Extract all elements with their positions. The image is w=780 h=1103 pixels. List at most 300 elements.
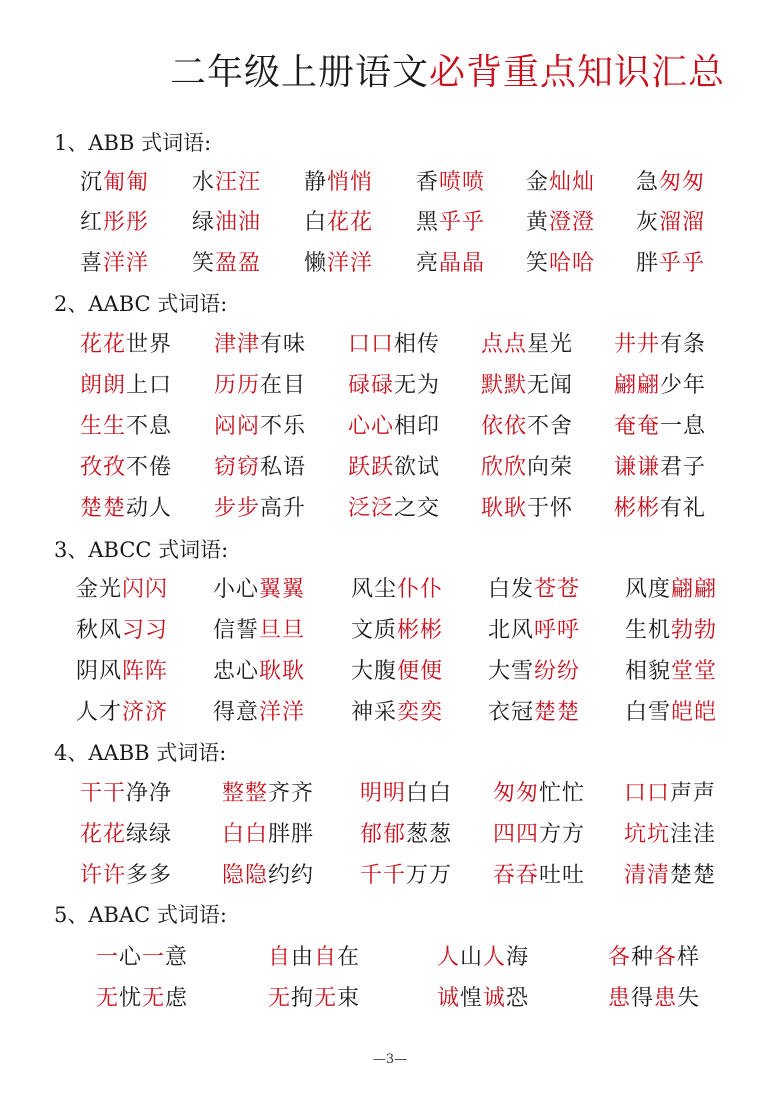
word-item xyxy=(214,409,306,440)
word-highlight: 彬彬 xyxy=(397,618,444,643)
word-item xyxy=(437,981,529,1012)
word-item xyxy=(624,776,716,807)
word-text: 山 xyxy=(460,945,484,970)
word-highlight: 人 xyxy=(437,945,461,970)
word-item xyxy=(192,246,261,277)
word-highlight: 盈盈 xyxy=(215,251,262,276)
word-row xyxy=(0,327,780,361)
word-text: 无闻 xyxy=(527,373,574,398)
word-highlight: 心心 xyxy=(348,414,395,439)
word-highlight: 花花 xyxy=(80,332,127,357)
word-text: 不乐 xyxy=(260,414,307,439)
word-highlight: 自 xyxy=(314,945,338,970)
word-highlight: 洋洋 xyxy=(327,251,374,276)
word-row xyxy=(0,695,780,729)
word-highlight: 便便 xyxy=(397,659,444,684)
word-item xyxy=(351,572,443,603)
word-text: 得 xyxy=(631,986,655,1011)
word-item xyxy=(636,205,705,236)
word-highlight: 碌碌 xyxy=(348,373,395,398)
word-item xyxy=(481,409,573,440)
word-item xyxy=(360,858,452,889)
word-highlight: 匆匆 xyxy=(493,781,540,806)
word-text: 有味 xyxy=(260,332,307,357)
word-text: 秋风 xyxy=(76,618,123,643)
word-row xyxy=(0,858,780,892)
word-text: 北风 xyxy=(488,618,535,643)
word-text: 胖 xyxy=(636,251,660,276)
word-text: 动人 xyxy=(126,496,173,521)
title-black-part: 二年级上册语文 xyxy=(170,52,430,93)
word-text: 方方 xyxy=(539,822,586,847)
word-item xyxy=(80,858,172,889)
word-highlight: 溜溜 xyxy=(659,210,706,235)
word-highlight: 晶晶 xyxy=(439,251,486,276)
word-text: 私语 xyxy=(260,455,307,480)
word-text: 海 xyxy=(506,945,530,970)
word-highlight: 匆匆 xyxy=(659,170,706,195)
word-text: 欲试 xyxy=(394,455,441,480)
word-item xyxy=(304,246,373,277)
word-item xyxy=(488,613,580,644)
word-highlight: 楚楚 xyxy=(80,496,127,521)
word-highlight: 奄奄 xyxy=(614,414,661,439)
word-highlight: 默默 xyxy=(481,373,528,398)
word-highlight: 朗朗 xyxy=(80,373,127,398)
word-highlight: 油油 xyxy=(215,210,262,235)
word-item xyxy=(214,327,306,358)
word-item xyxy=(304,165,373,196)
word-highlight: 奕奕 xyxy=(397,700,444,725)
word-row xyxy=(0,817,780,851)
word-highlight: 哈哈 xyxy=(549,251,596,276)
word-highlight: 纷纷 xyxy=(534,659,581,684)
word-highlight: 花花 xyxy=(327,210,374,235)
word-highlight: 灿灿 xyxy=(549,170,596,195)
word-highlight: 跃跃 xyxy=(348,455,395,480)
word-text: 于怀 xyxy=(527,496,574,521)
word-item xyxy=(488,572,580,603)
word-highlight: 汪汪 xyxy=(215,170,262,195)
word-text: 神采 xyxy=(351,700,398,725)
word-text: 信誓 xyxy=(213,618,260,643)
word-item xyxy=(80,450,172,481)
word-highlight: 清清 xyxy=(624,863,671,888)
word-item xyxy=(526,246,595,277)
word-text: 忠心 xyxy=(213,659,260,684)
word-item xyxy=(214,368,306,399)
word-highlight: 点点 xyxy=(481,332,528,357)
word-row xyxy=(0,165,780,199)
word-text: 上口 xyxy=(126,373,173,398)
word-text: 小心 xyxy=(213,577,260,602)
word-text: 白雪 xyxy=(625,700,672,725)
word-row xyxy=(0,450,780,484)
word-text: 急 xyxy=(636,170,660,195)
word-item xyxy=(80,246,149,277)
section-heading-1: 1、ABB 式词语: xyxy=(54,131,212,155)
word-item xyxy=(348,409,440,440)
word-text: 君子 xyxy=(660,455,707,480)
word-item xyxy=(76,572,168,603)
word-highlight: 明明 xyxy=(360,781,407,806)
word-item xyxy=(96,940,188,971)
word-highlight: 人 xyxy=(483,945,507,970)
word-text: 不舍 xyxy=(527,414,574,439)
word-highlight: 吞吞 xyxy=(493,863,540,888)
word-highlight: 翩翩 xyxy=(671,577,718,602)
word-row xyxy=(0,613,780,647)
word-row xyxy=(0,572,780,606)
word-item xyxy=(481,368,573,399)
word-text: 忙忙 xyxy=(539,781,586,806)
word-item xyxy=(80,491,172,522)
page-number: —3— xyxy=(372,1052,408,1067)
word-highlight: 井井 xyxy=(614,332,661,357)
word-text: 有礼 xyxy=(660,496,707,521)
section-heading-5: 5、ABAC 式词语: xyxy=(54,903,227,927)
word-item xyxy=(351,695,443,726)
word-item xyxy=(80,409,172,440)
word-text: 向荣 xyxy=(527,455,574,480)
word-highlight: 津津 xyxy=(214,332,261,357)
word-item xyxy=(222,858,314,889)
word-row xyxy=(0,246,780,280)
word-text: 恐 xyxy=(506,986,530,1011)
word-item xyxy=(608,981,700,1012)
word-item xyxy=(614,327,706,358)
word-highlight: 步步 xyxy=(214,496,261,521)
word-item xyxy=(360,776,452,807)
word-highlight: 耿耿 xyxy=(259,659,306,684)
word-highlight: 翼翼 xyxy=(259,577,306,602)
word-item xyxy=(222,776,314,807)
word-text: 葱葱 xyxy=(406,822,453,847)
word-item xyxy=(526,165,595,196)
word-highlight: 郁郁 xyxy=(360,822,407,847)
word-highlight: 泛泛 xyxy=(348,496,395,521)
word-highlight: 各 xyxy=(608,945,632,970)
word-highlight: 勃勃 xyxy=(671,618,718,643)
word-text: 得意 xyxy=(213,700,260,725)
word-row xyxy=(0,654,780,688)
word-text: 文质 xyxy=(351,618,398,643)
word-highlight: 匍匍 xyxy=(103,170,150,195)
word-item xyxy=(348,450,440,481)
word-highlight: 呼呼 xyxy=(534,618,581,643)
word-text: 人才 xyxy=(76,700,123,725)
word-item xyxy=(488,654,580,685)
word-item xyxy=(416,165,485,196)
word-text: 阴风 xyxy=(76,659,123,684)
word-item xyxy=(488,695,580,726)
word-highlight: 彤彤 xyxy=(103,210,150,235)
word-item xyxy=(493,858,585,889)
word-highlight: 习习 xyxy=(122,618,169,643)
word-text: 白白 xyxy=(406,781,453,806)
word-item xyxy=(76,654,168,685)
word-item xyxy=(625,695,717,726)
word-highlight: 自 xyxy=(268,945,292,970)
section-heading-3: 3、ABCC 式词语: xyxy=(54,538,229,562)
word-item xyxy=(348,491,440,522)
word-text: 胖胖 xyxy=(268,822,315,847)
word-highlight: 诚 xyxy=(437,986,461,1011)
word-highlight: 口口 xyxy=(624,781,671,806)
word-item xyxy=(636,165,705,196)
word-highlight: 无 xyxy=(268,986,292,1011)
word-item xyxy=(80,327,172,358)
word-highlight: 干干 xyxy=(80,781,127,806)
word-text: 吐吐 xyxy=(539,863,586,888)
word-text: 沉 xyxy=(80,170,104,195)
word-text: 由 xyxy=(291,945,315,970)
word-item xyxy=(625,572,717,603)
word-highlight: 依依 xyxy=(481,414,528,439)
word-text: 大腹 xyxy=(351,659,398,684)
word-highlight: 生生 xyxy=(80,414,127,439)
word-highlight: 花花 xyxy=(80,822,127,847)
word-item xyxy=(416,246,485,277)
word-text: 黄 xyxy=(526,210,550,235)
word-text: 笑 xyxy=(526,251,550,276)
word-text: 不倦 xyxy=(126,455,173,480)
word-item xyxy=(76,695,168,726)
word-highlight: 阵阵 xyxy=(122,659,169,684)
page-title xyxy=(170,44,725,95)
section-heading-2: 2、AABC 式词语: xyxy=(54,292,228,316)
word-text: 意 xyxy=(165,945,189,970)
word-text: 世界 xyxy=(126,332,173,357)
word-highlight: 苍苍 xyxy=(534,577,581,602)
word-highlight: 无 xyxy=(96,986,120,1011)
word-item xyxy=(304,205,373,236)
word-highlight: 堂堂 xyxy=(671,659,718,684)
word-text: 之交 xyxy=(394,496,441,521)
word-item xyxy=(608,940,700,971)
word-row xyxy=(0,368,780,402)
word-item xyxy=(214,450,306,481)
word-text: 香 xyxy=(416,170,440,195)
word-text: 万万 xyxy=(406,863,453,888)
word-text: 声声 xyxy=(670,781,717,806)
word-item xyxy=(624,858,716,889)
word-item xyxy=(192,165,261,196)
word-text: 生机 xyxy=(625,618,672,643)
word-item xyxy=(268,981,360,1012)
word-highlight: 悄悄 xyxy=(327,170,374,195)
word-item xyxy=(214,491,306,522)
word-text: 金光 xyxy=(76,577,123,602)
word-text: 惶 xyxy=(460,986,484,1011)
word-text: 心 xyxy=(119,945,143,970)
word-text: 绿 xyxy=(192,210,216,235)
word-item xyxy=(360,817,452,848)
word-text: 大雪 xyxy=(488,659,535,684)
word-highlight: 楚楚 xyxy=(534,700,581,725)
word-item xyxy=(76,613,168,644)
word-text: 束 xyxy=(337,986,361,1011)
word-item xyxy=(614,491,706,522)
word-item xyxy=(625,613,717,644)
word-text: 齐齐 xyxy=(268,781,315,806)
word-item xyxy=(614,368,706,399)
word-text: 约约 xyxy=(268,863,315,888)
word-highlight: 诚 xyxy=(483,986,507,1011)
word-item xyxy=(80,817,172,848)
word-highlight: 窃窃 xyxy=(214,455,261,480)
word-highlight: 乎乎 xyxy=(439,210,486,235)
word-item xyxy=(625,654,717,685)
word-highlight: 洋洋 xyxy=(259,700,306,725)
word-text: 多多 xyxy=(126,863,173,888)
word-text: 少年 xyxy=(660,373,707,398)
word-text: 水 xyxy=(192,170,216,195)
word-item xyxy=(481,491,573,522)
word-item xyxy=(493,776,585,807)
word-item xyxy=(614,450,706,481)
word-text: 相传 xyxy=(394,332,441,357)
word-text: 拘 xyxy=(291,986,315,1011)
word-text: 静 xyxy=(304,170,328,195)
word-item xyxy=(351,654,443,685)
word-text: 虑 xyxy=(165,986,189,1011)
word-highlight: 坑坑 xyxy=(624,822,671,847)
word-highlight: 翩翩 xyxy=(614,373,661,398)
word-text: 绿绿 xyxy=(126,822,173,847)
word-text: 星光 xyxy=(527,332,574,357)
word-highlight: 济济 xyxy=(122,700,169,725)
word-item xyxy=(481,327,573,358)
word-highlight: 喷喷 xyxy=(439,170,486,195)
word-item xyxy=(213,572,305,603)
word-text: 金 xyxy=(526,170,550,195)
word-text: 不息 xyxy=(126,414,173,439)
word-text: 在 xyxy=(337,945,361,970)
word-item xyxy=(416,205,485,236)
word-highlight: 四四 xyxy=(493,822,540,847)
word-highlight: 一 xyxy=(142,945,166,970)
word-highlight: 澄澄 xyxy=(549,210,596,235)
word-highlight: 欣欣 xyxy=(481,455,528,480)
word-item xyxy=(192,205,261,236)
word-row xyxy=(0,205,780,239)
word-highlight: 白白 xyxy=(222,822,269,847)
word-text: 样 xyxy=(677,945,701,970)
word-item xyxy=(80,776,172,807)
word-highlight: 皑皑 xyxy=(671,700,718,725)
word-highlight: 历历 xyxy=(214,373,261,398)
word-highlight: 口口 xyxy=(348,332,395,357)
word-text: 无为 xyxy=(394,373,441,398)
word-text: 种 xyxy=(631,945,655,970)
word-item xyxy=(213,654,305,685)
word-highlight: 千千 xyxy=(360,863,407,888)
word-highlight: 洋洋 xyxy=(103,251,150,276)
word-item xyxy=(351,613,443,644)
word-highlight: 患 xyxy=(608,986,632,1011)
word-item xyxy=(437,940,529,971)
word-text: 有条 xyxy=(660,332,707,357)
title-red-part: 必背重点知识汇总 xyxy=(429,52,726,93)
word-text: 风尘 xyxy=(351,577,398,602)
word-highlight: 彬彬 xyxy=(614,496,661,521)
word-item xyxy=(80,165,149,196)
word-text: 黑 xyxy=(416,210,440,235)
word-highlight: 隐隐 xyxy=(222,863,269,888)
word-highlight: 孜孜 xyxy=(80,455,127,480)
word-highlight: 患 xyxy=(654,986,678,1011)
word-text: 懒 xyxy=(304,251,328,276)
word-row xyxy=(0,981,780,1015)
word-row xyxy=(0,409,780,443)
word-highlight: 无 xyxy=(314,986,338,1011)
word-text: 净净 xyxy=(126,781,173,806)
word-item xyxy=(213,613,305,644)
word-text: 高升 xyxy=(260,496,307,521)
word-highlight: 闪闪 xyxy=(122,577,169,602)
word-text: 风度 xyxy=(625,577,672,602)
word-text: 喜 xyxy=(80,251,104,276)
word-highlight: 无 xyxy=(142,986,166,1011)
word-item xyxy=(614,409,706,440)
word-item xyxy=(80,368,172,399)
word-highlight: 乎乎 xyxy=(659,251,706,276)
word-item xyxy=(481,450,573,481)
word-row xyxy=(0,940,780,974)
word-row xyxy=(0,491,780,525)
word-item xyxy=(526,205,595,236)
word-item xyxy=(348,368,440,399)
word-item xyxy=(624,817,716,848)
word-highlight: 耿耿 xyxy=(481,496,528,521)
word-text: 相印 xyxy=(394,414,441,439)
word-highlight: 旦旦 xyxy=(259,618,306,643)
word-text: 白 xyxy=(304,210,328,235)
word-item xyxy=(96,981,188,1012)
word-text: 红 xyxy=(80,210,104,235)
word-highlight: 谦谦 xyxy=(614,455,661,480)
word-highlight: 许许 xyxy=(80,863,127,888)
word-text: 衣冠 xyxy=(488,700,535,725)
section-heading-4: 4、AABB 式词语: xyxy=(54,741,227,765)
word-text: 亮 xyxy=(416,251,440,276)
word-highlight: 一 xyxy=(96,945,120,970)
word-text: 洼洼 xyxy=(670,822,717,847)
word-highlight: 仆仆 xyxy=(397,577,444,602)
word-text: 在目 xyxy=(260,373,307,398)
word-item xyxy=(80,205,149,236)
word-item xyxy=(636,246,705,277)
word-text: 相貌 xyxy=(625,659,672,684)
word-highlight: 整整 xyxy=(222,781,269,806)
word-text: 失 xyxy=(677,986,701,1011)
word-item xyxy=(268,940,360,971)
word-text: 忧 xyxy=(119,986,143,1011)
word-item xyxy=(493,817,585,848)
word-row xyxy=(0,776,780,810)
word-item xyxy=(348,327,440,358)
word-text: 一息 xyxy=(660,414,707,439)
word-text: 白发 xyxy=(488,577,535,602)
word-highlight: 闷闷 xyxy=(214,414,261,439)
word-highlight: 各 xyxy=(654,945,678,970)
word-item xyxy=(213,695,305,726)
word-text: 笑 xyxy=(192,251,216,276)
word-item xyxy=(222,817,314,848)
word-text: 灰 xyxy=(636,210,660,235)
word-text: 楚楚 xyxy=(670,863,717,888)
